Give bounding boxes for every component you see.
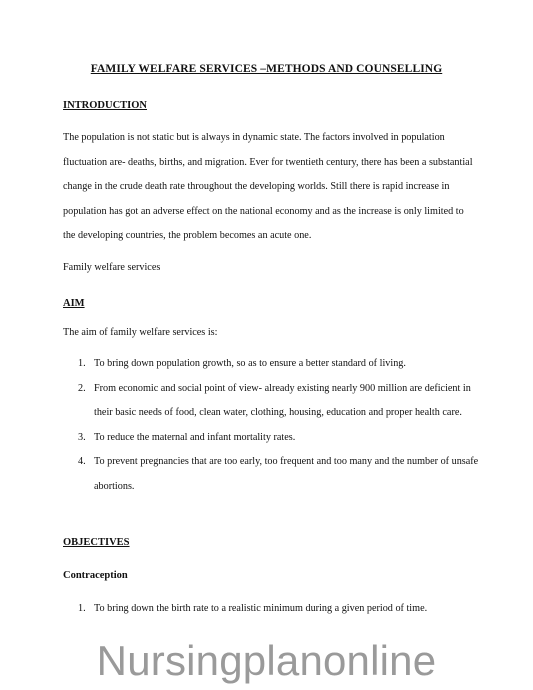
list-item xyxy=(0,352,479,377)
list-number: 1. xyxy=(78,358,86,369)
list-item xyxy=(0,597,479,622)
aim-list xyxy=(0,352,479,499)
objectives-list xyxy=(0,597,479,622)
document-title: FAMILY WELFARE SERVICES –METHODS AND COUNSELLING xyxy=(90,63,443,75)
list-number: 1. xyxy=(78,603,86,614)
family-welfare-line: Family welfare services xyxy=(63,262,161,273)
contraception-subheading: Contraception xyxy=(63,570,128,581)
list-text: To reduce the maternal and infant mortality rates. xyxy=(94,431,296,443)
watermark-text: Nursingplanonline xyxy=(96,637,437,684)
list-number: 4. xyxy=(78,456,86,467)
list-text: To bring down population growth, so as to ensure a better standard of living. xyxy=(94,358,406,369)
list-text: To prevent pregnancies that are too early, too frequent and too many and the number of unsafe abortions. xyxy=(94,456,479,492)
list-item xyxy=(0,450,479,499)
aim-lead-text: The aim of family welfare services is: xyxy=(63,327,218,338)
list-text: To bring down the birth rate to a realistic minimum during a given period of time. xyxy=(94,603,428,614)
list-item xyxy=(0,426,479,451)
list-item xyxy=(0,377,479,426)
list-text: From economic and social point of view- already existing nearly 900 million are deficient in their basic needs of food, clean water, clothing, housing, education and proper health care. xyxy=(94,382,471,418)
introduction-paragraph: The population is not static but is always in dynamic state. The factors involved in population fluctuation are- deaths, births, and migration. Ever for twentieth century, there has been a substantial change in the crude death rate throughout the developing worlds. Still there is rapid increase in population has got an adverse effect on the national economy and as the increase is only limited to the developing countries, the problem becomes an acute one. xyxy=(63,132,473,241)
introduction-heading: INTRODUCTION xyxy=(63,100,148,111)
list-number: 2. xyxy=(78,382,86,394)
objectives-heading: OBJECTIVES xyxy=(63,537,130,548)
aim-heading: AIM xyxy=(63,298,85,309)
list-number: 3. xyxy=(78,431,86,443)
